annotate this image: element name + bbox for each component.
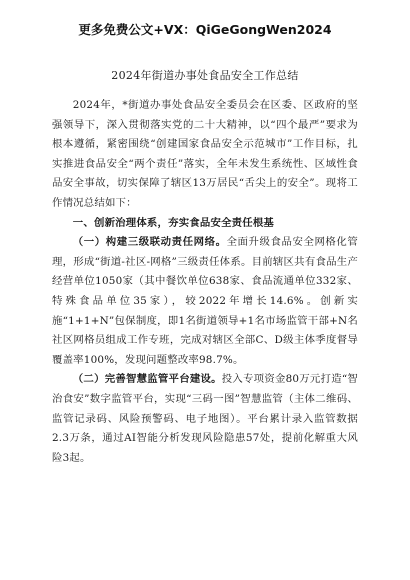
section-heading [52,214,358,234]
subsection-paragraph-1 [52,233,358,370]
document-title: 2024年街道办事处食品安全工作总结 [111,69,299,82]
subsection-paragraph-2 [52,370,358,468]
subsection-heading-1: （一）构建三级联动责任网络。 [72,236,227,249]
subsection-text-2: 投入专项资金80万元打造“智治食安”数字监管平台，实现“三码一图”智慧监管（主体二维码、监管记录码、风险预警码、电子地图）。平台累计录入监管数据2.3万条，通过AI智能分析发现风险隐患57处，提前化解重大风险3起。 [52,373,358,464]
section-heading-text: 一、创新治理体系，夯实食品安全责任根基 [72,216,275,229]
intro-paragraph: 2024年，*街道办事处食品安全委员会在区委、区政府的坚强领导下，深入贯彻落实党的二十大精神，以“四个最严”要求为根本遵循，紧密围绕“创建国家食品安全示范城市”工作目标，扎实推进食品安全“两个责任”落实，全年未发生系统性、区域性食品安全事故，切实保障了辖区13万居民“舌尖上的安全”。现将工作情况总结如下： [52,99,358,209]
subsection-text-1: 全面升级食品安全网格化管理，形成“街道-社区-网格”三级责任体系。目前辖区共有食品生产经营单位1050家（其中餐饮单位638家、食品流通单位332家、特殊食品单位35家），较2022年增长14.6%。创新实施“1+1+N”包保制度，即1名街道领导+1名市场监管干部+N名社区网格员组成工作专班，完成对辖区全部C、D级主体季度督导覆盖率100%，发现问题整改率98.7%。 [52,236,358,366]
promo-banner: 更多免费公文+VX：QiGeGongWen2024 [78,22,332,37]
subsection-heading-2: （二）完善智慧监管平台建设。 [72,373,222,386]
document-body [52,96,358,468]
